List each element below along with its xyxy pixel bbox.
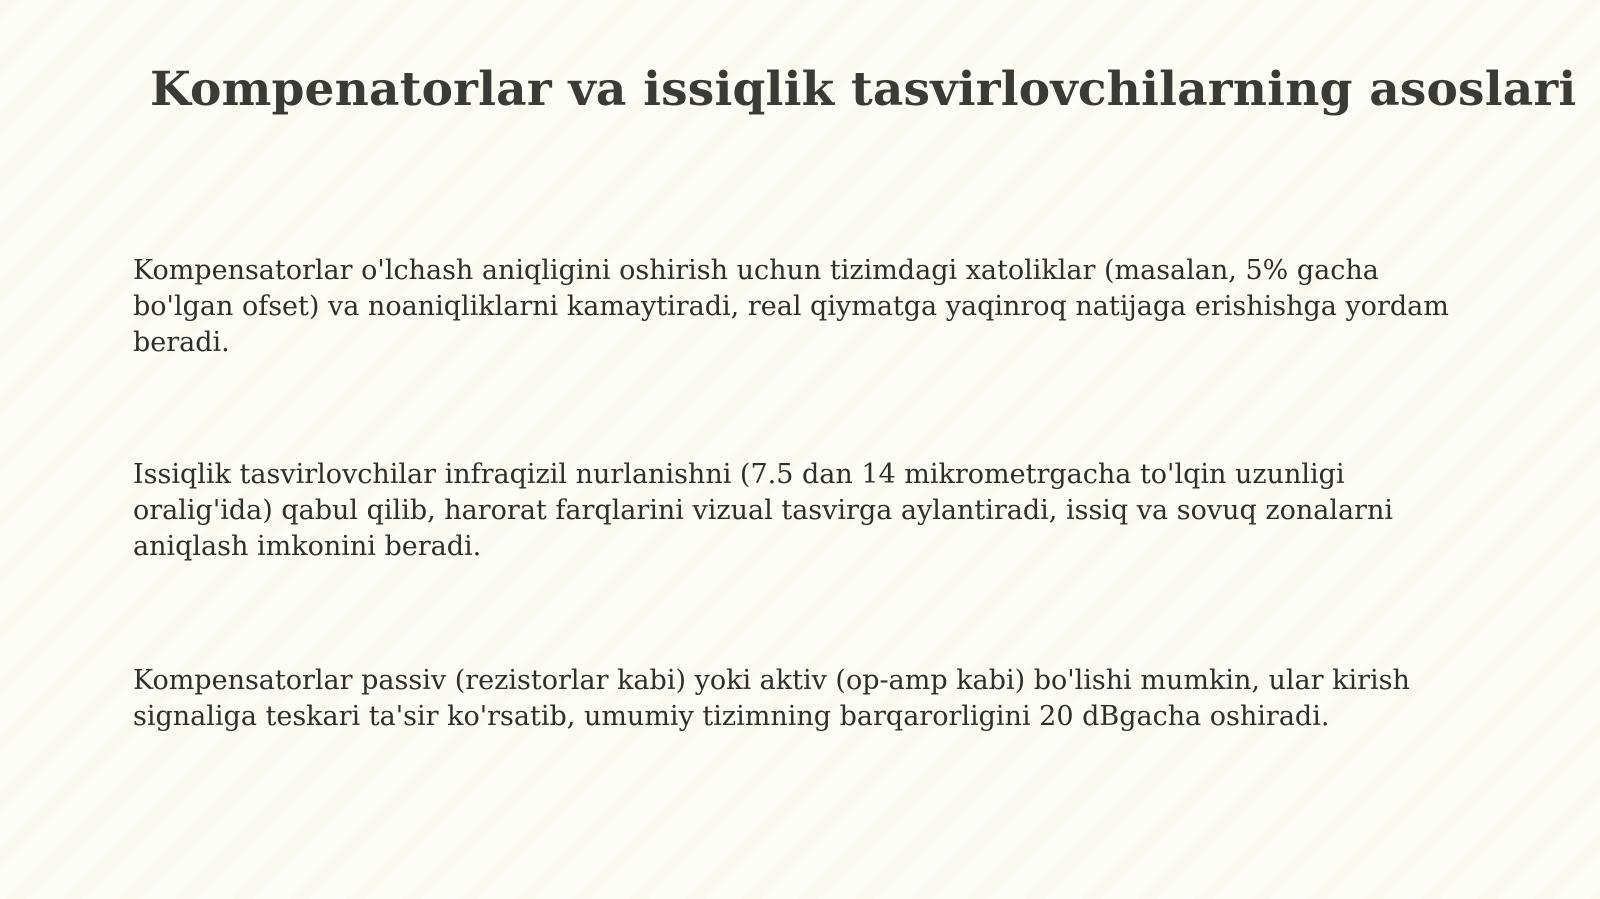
slide-title: Kompenatorlar va issiqlik tasvirlovchilarning asoslari [150,62,1577,117]
paragraph-compensators-accuracy: Kompensatorlar o'lchash aniqligini oshirish uchun tizimdagi xatoliklar (masalan, 5% gacha bo'lgan ofset) va noaniqliklarni kamaytiradi, real qiymatga yaqinroq natijaga erishishga yordam beradi. [133,255,1449,358]
paragraph-thermal-imagers: Issiqlik tasvirlovchilar infraqizil nurlanishni (7.5 dan 14 mikrometrgacha to'lqin uzunligi oralig'ida) qabul qilib, harorat farqlarini vizual tasvirga aylantiradi, issiq va sovuq zonalarni aniqlash imkonini beradi. [133,459,1393,562]
paragraph-compensator-types: Kompensatorlar passiv (rezistorlar kabi) yoki aktiv (op-amp kabi) bo'lishi mumkin, ular kirish signaliga teskari ta'sir ko'rsatib, umumiy tizimning barqarorligini 20 dBgacha oshiradi. [133,665,1410,732]
